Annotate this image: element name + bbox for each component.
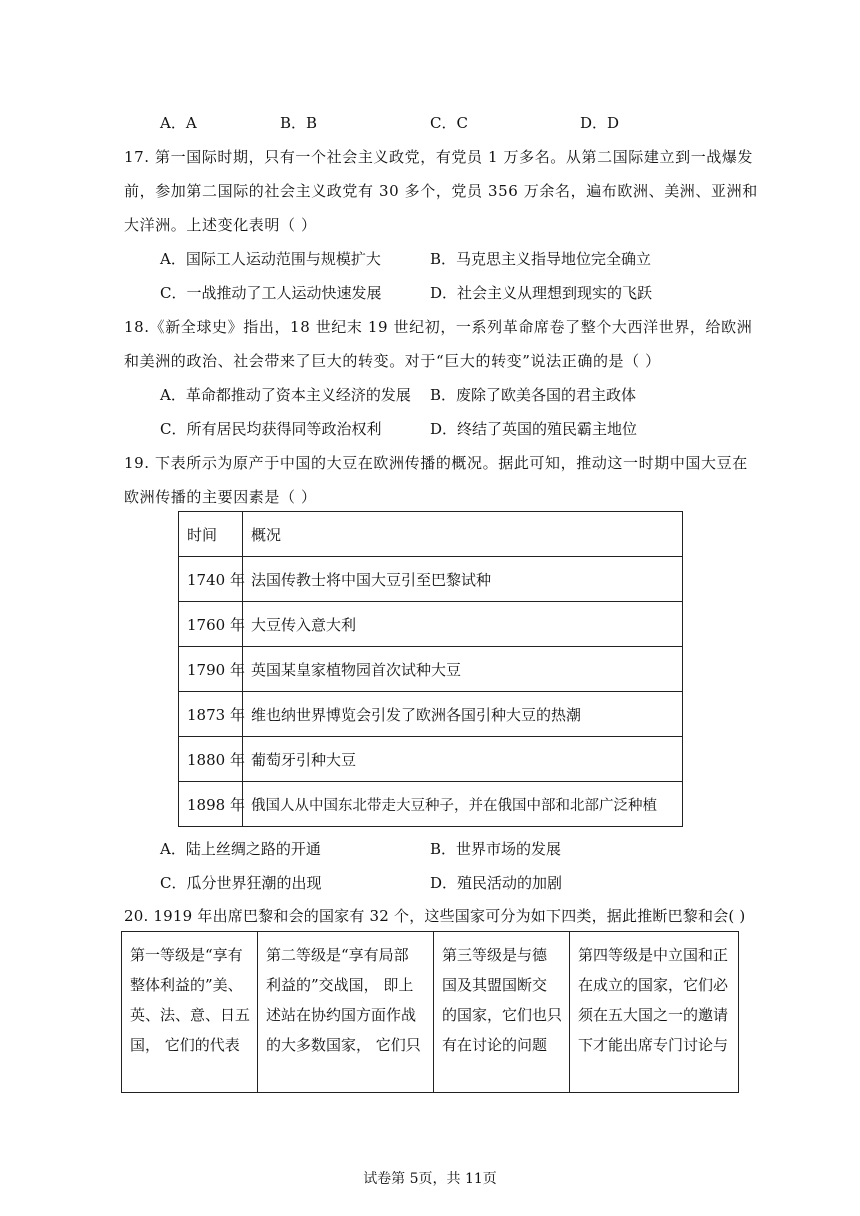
category-cell-third xyxy=(434,932,570,1093)
cell-line: 国及其盟国断交 xyxy=(442,976,548,994)
q17-option-b: B．马克思主义指导地位完全确立 xyxy=(430,250,652,268)
year-cell: 1873 年 xyxy=(179,692,243,737)
paris-conference-categories-table xyxy=(121,931,739,1093)
overview-cell: 法国传教士将中国大豆引至巴黎试种 xyxy=(243,557,683,602)
cell-line: 第一等级是“享有 xyxy=(130,946,243,964)
cell-line: 利益的”交战国， 即上 xyxy=(266,976,414,994)
year-cell: 1760 年 xyxy=(179,602,243,647)
q17-option-d: D．社会主义从理想到现实的飞跃 xyxy=(430,284,653,302)
soybean-spread-table xyxy=(178,511,683,827)
q19-option-d: D．殖民活动的加剧 xyxy=(430,874,563,892)
table-row xyxy=(179,602,683,647)
cell-line: 的国家，它们也只 xyxy=(442,1006,563,1024)
q16-option-d: D．D xyxy=(580,114,620,132)
q19-option-a: A．陆上丝绸之路的开通 xyxy=(160,840,321,858)
header-cell-overview: 概况 xyxy=(243,512,683,557)
q16-option-b: B．B xyxy=(280,114,318,132)
cell-line: 英、法、意、日五 xyxy=(130,1006,251,1024)
table-row xyxy=(179,647,683,692)
q19-option-c: C．瓜分世界狂潮的出现 xyxy=(160,874,322,892)
header-cell-time: 时间 xyxy=(179,512,243,557)
cell-line: 第二等级是“享有局部 xyxy=(266,946,409,964)
cell-line: 在成立的国家，它们必 xyxy=(578,976,729,994)
category-cell-first xyxy=(122,932,258,1093)
table-row xyxy=(179,782,683,827)
cell-line: 第三等级是与德 xyxy=(442,946,548,964)
q18-text-line: 和美洲的政治、社会带来了巨大的转变。对于“巨大的转变”说法正确的是（ ） xyxy=(124,352,661,370)
q18-option-b: B．废除了欧美各国的君主政体 xyxy=(430,386,637,404)
q20-text-line: 20. 1919 年出席巴黎和会的国家有 32 个，这些国家可分为如下四类，据此推断巴黎和会( ) xyxy=(124,907,746,925)
q18-option-a: A．革命都推动了资本主义经济的发展 xyxy=(160,386,411,404)
overview-cell: 英国某皇家植物园首次试种大豆 xyxy=(243,647,683,692)
year-cell: 1898 年 xyxy=(179,782,243,827)
q17-text-line: 17. 第一国际时期，只有一个社会主义政党，有党员 1 万多名。从第二国际建立到一战爆发 xyxy=(124,148,754,166)
table-row xyxy=(179,692,683,737)
q18-option-d: D．终结了英国的殖民霸主地位 xyxy=(430,420,638,438)
q18-option-c: C．所有居民均获得同等政治权利 xyxy=(160,420,382,438)
cell-line: 国， 它们的代表 xyxy=(130,1036,240,1054)
q16-option-c: C．C xyxy=(430,114,468,132)
cell-line: 整体利益的”美、 xyxy=(130,976,243,994)
cell-line: 下才能出席专门讨论与 xyxy=(578,1036,729,1054)
table-row xyxy=(122,932,739,1093)
q19-option-b: B．世界市场的发展 xyxy=(430,840,562,858)
q19-text-line: 欧洲传播的主要因素是（ ） xyxy=(124,488,317,506)
q17-text-line: 前，参加第二国际的社会主义政党有 30 多个，党员 356 万余名，遍布欧洲、美洲、亚洲和 xyxy=(124,182,758,200)
cell-line: 的大多数国家， 它们只 xyxy=(266,1036,421,1054)
category-cell-fourth xyxy=(570,932,739,1093)
cell-line: 有在讨论的问题 xyxy=(442,1036,548,1054)
q17-option-c: C．一战推动了工人运动快速发展 xyxy=(160,284,382,302)
cell-line: 须在五大国之一的邀请 xyxy=(578,1006,729,1024)
category-cell-second xyxy=(258,932,434,1093)
table-header-row xyxy=(179,512,683,557)
q18-text-line: 18.《新全球史》指出，18 世纪末 19 世纪初，一系列革命席卷了整个大西洋世界，给欧洲 xyxy=(124,318,753,336)
year-cell: 1790 年 xyxy=(179,647,243,692)
cell-line: 述站在协约国方面作战 xyxy=(266,1006,417,1024)
q19-text-line: 19. 下表所示为原产于中国的大豆在欧洲传播的概况。据此可知，推动这一时期中国大豆在 xyxy=(124,454,748,472)
overview-cell: 大豆传入意大利 xyxy=(243,602,683,647)
table-row xyxy=(179,557,683,602)
year-cell: 1740 年 xyxy=(179,557,243,602)
page-footer: 试卷第 5页，共 11页 xyxy=(363,1171,497,1187)
q17-option-a: A．国际工人运动范围与规模扩大 xyxy=(160,250,381,268)
table-row xyxy=(179,737,683,782)
q17-text-line: 大洋洲。上述变化表明（ ） xyxy=(124,216,317,234)
overview-cell: 维也纳世界博览会引发了欧洲各国引种大豆的热潮 xyxy=(243,692,683,737)
cell-line: 第四等级是中立国和正 xyxy=(578,946,729,964)
q16-option-a: A．A xyxy=(160,114,197,132)
year-cell: 1880 年 xyxy=(179,737,243,782)
overview-cell: 俄国人从中国东北带走大豆种子，并在俄国中部和北部广泛种植 xyxy=(243,782,683,827)
overview-cell: 葡萄牙引种大豆 xyxy=(243,737,683,782)
